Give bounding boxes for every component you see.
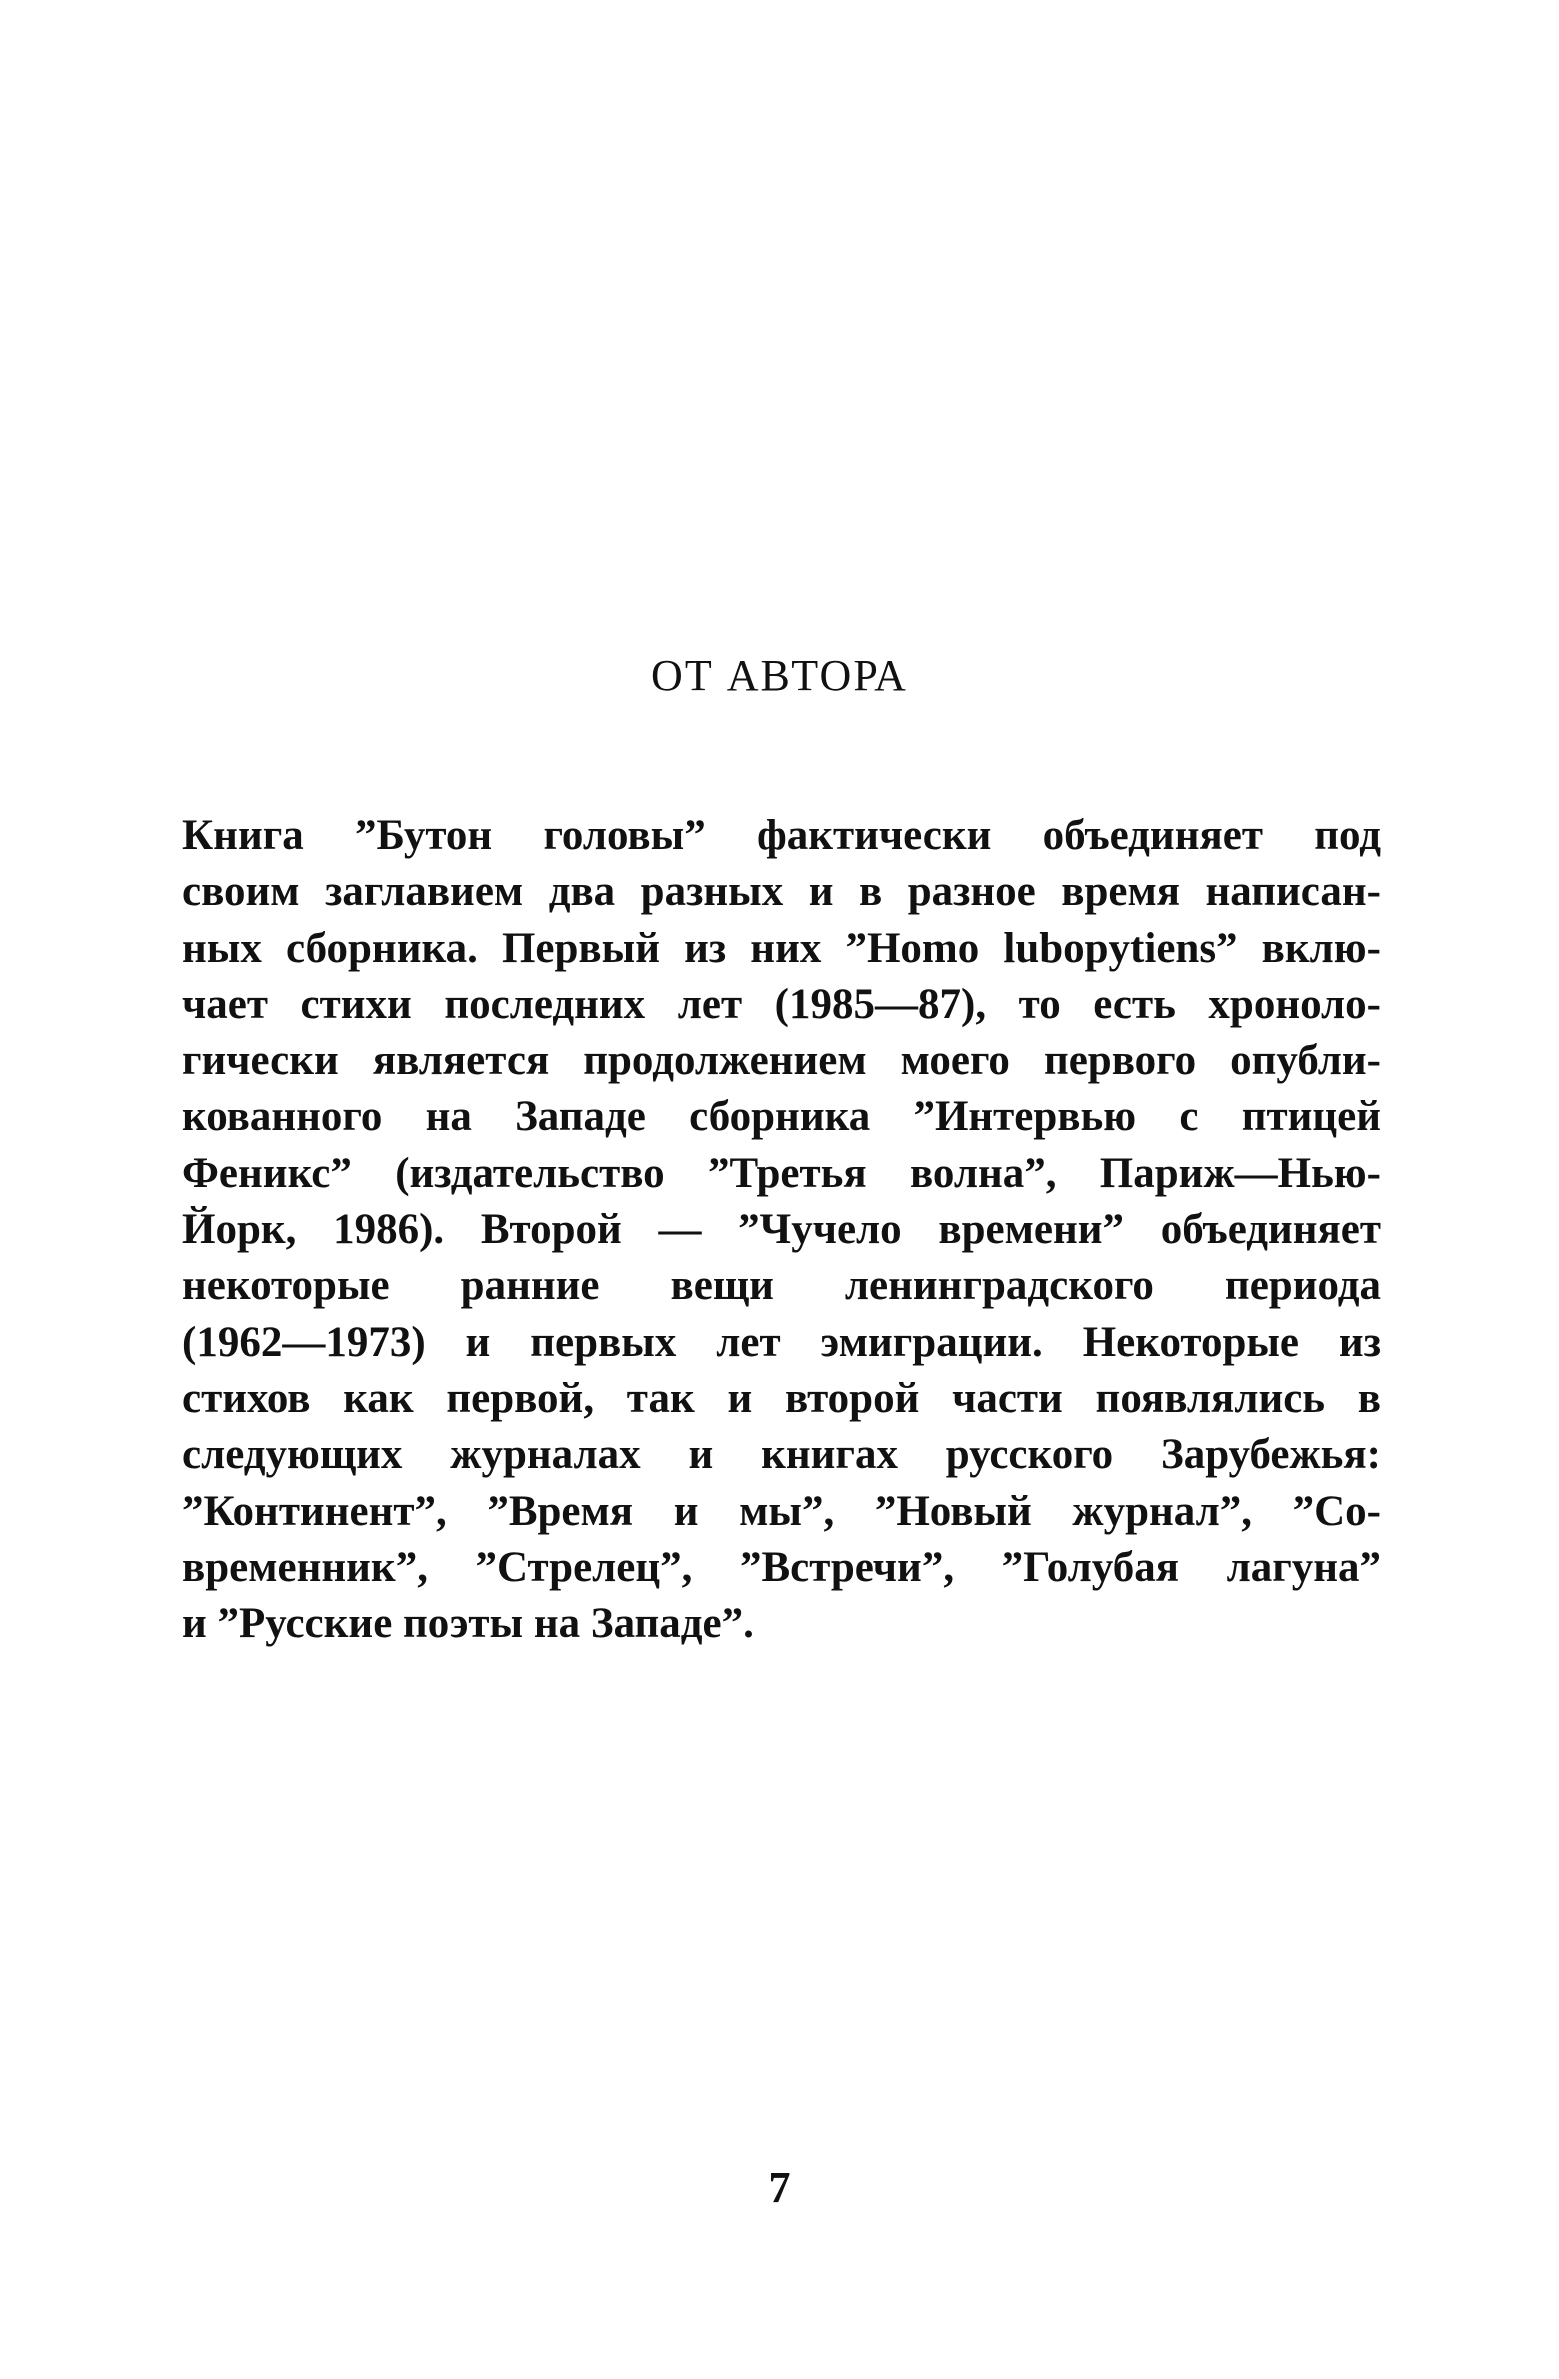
paragraph-line: Книга ”Бутон головы” фактически объединяет под bbox=[182, 812, 1381, 859]
paragraph-line: кованного на Западе сборника ”Интервью с птицей bbox=[182, 1093, 1381, 1141]
paragraph-line: ных сборника. Первый из них ”Homo lubopytiens” вклю- bbox=[182, 924, 1381, 972]
paragraph-line: временник”, ”Стрелец”, ”Встречи”, ”Голубая лагуна” bbox=[182, 1543, 1381, 1591]
paragraph-line: своим заглавием два разных и в разное время написан- bbox=[182, 868, 1381, 916]
paragraph-line: стихов как первой, так и второй части появлялись в bbox=[182, 1374, 1381, 1422]
page-number: 7 bbox=[768, 2163, 791, 2212]
paragraph-line: ”Континент”, ”Время и мы”, ”Новый журнал”, ”Со- bbox=[182, 1487, 1381, 1535]
paragraph-line: некоторые ранние вещи ленинградского периода bbox=[182, 1262, 1381, 1310]
paragraph-line: (1962—1973) и первых лет эмиграции. Некоторые из bbox=[182, 1318, 1381, 1366]
paragraph-line: Феникс” (издательство ”Третья волна”, Париж—Нью- bbox=[182, 1149, 1381, 1197]
paragraph-line: Йорк, 1986). Второй — ”Чучело времени” объединяет bbox=[182, 1206, 1381, 1254]
page-title: ОТ АВТОРА bbox=[651, 651, 908, 700]
paragraph-line: чает стихи последних лет (1985—87), то есть хроноло- bbox=[182, 980, 1381, 1028]
preface-paragraph bbox=[182, 808, 1381, 1652]
paragraph-line: гически является продолжением моего первого опубли- bbox=[182, 1037, 1381, 1085]
paragraph-line: следующих журналах и книгах русского Зарубежья: bbox=[182, 1431, 1381, 1479]
paragraph-line: и ”Русские поэты на Западе”. bbox=[182, 1600, 754, 1648]
